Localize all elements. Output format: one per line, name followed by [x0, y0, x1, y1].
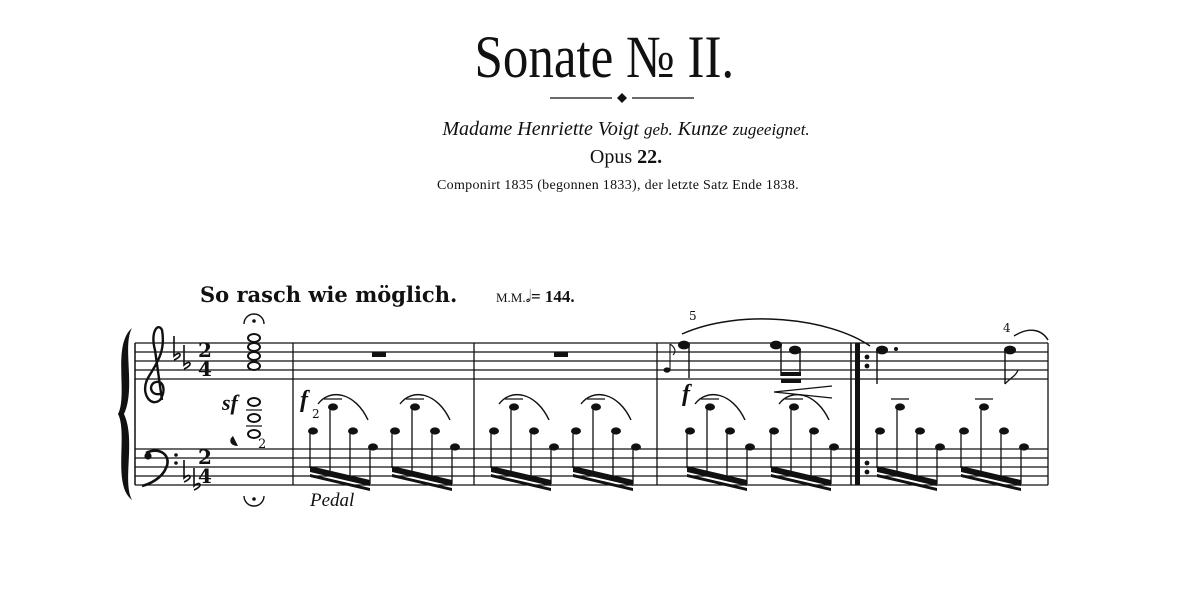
- time-signature-treble-top: 2: [198, 338, 212, 362]
- opus-label: Opus: [589, 146, 633, 168]
- dedication-maiden-name: Kunze: [677, 118, 728, 140]
- dynamic-forte-bar2: f: [300, 387, 308, 413]
- dynamic-sforzando: sf: [222, 390, 238, 415]
- fingering-bar4: 5: [689, 309, 697, 323]
- dynamic-forte-bar4: f: [682, 381, 690, 407]
- treble-clef-icon: [145, 327, 163, 402]
- composition-note: Componirt 1835 (begonnen 1833), der letzte Satz Ende 1838.: [437, 178, 799, 193]
- opening-fingering: 2: [258, 437, 267, 452]
- repeat-sign: [851, 343, 869, 485]
- pedal-marking: Pedal: [310, 490, 355, 511]
- metronome-value: = 144.: [530, 287, 575, 306]
- time-signature-bass-bottom: 4: [198, 464, 212, 488]
- bar5-melody: [876, 330, 1048, 384]
- page-title: Sonate № II.: [474, 24, 735, 90]
- dedication-geb: geb.: [643, 120, 673, 139]
- whole-rest-bar2: [372, 352, 386, 357]
- metronome-prefix: M.M.: [496, 290, 526, 305]
- half-note-icon: 𝅗𝅥: [525, 287, 531, 306]
- fingering-bar2: 2: [312, 407, 320, 421]
- treble-staff: [135, 343, 1048, 379]
- grand-staff-brace: [118, 328, 132, 500]
- bass-clef-icon: [142, 451, 178, 486]
- fingering-bar5: 4: [1003, 321, 1011, 335]
- dedication-zugeeignet: zugeeignet.: [732, 120, 810, 139]
- bar4-melody: [664, 319, 871, 398]
- opus-number: 22.: [637, 146, 663, 168]
- time-signature-bass-top: 2: [198, 445, 212, 469]
- bass-figure-group-4: [875, 399, 1029, 491]
- whole-rest-bar3: [554, 352, 568, 357]
- dedication-name: Madame Henriette Voigt: [442, 118, 639, 140]
- time-signature-treble-bottom: 4: [198, 357, 212, 381]
- tempo-marking: So rasch wie möglich.: [200, 282, 458, 307]
